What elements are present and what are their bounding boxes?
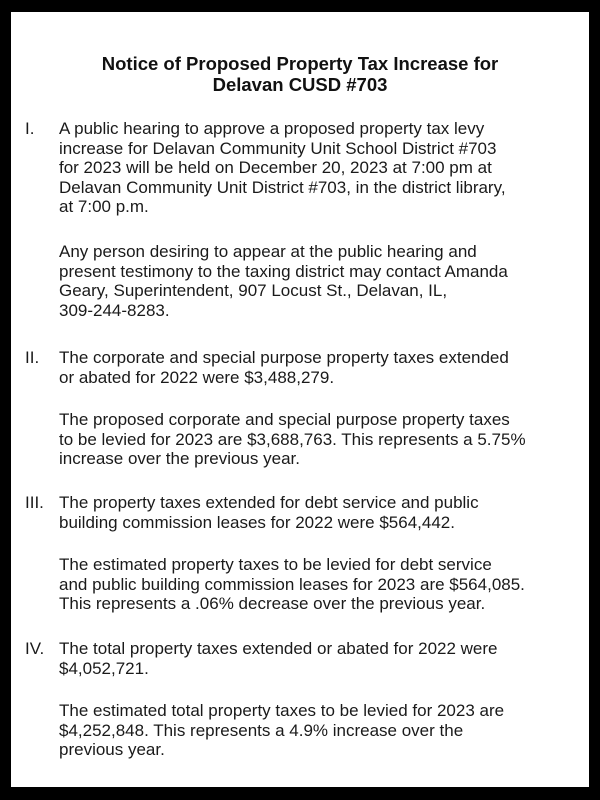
text-line: for 2023 will be held on December 20, 2023 at 7:00 pm at [59,158,492,177]
text-line: or abated for 2022 were $3,488,279. [59,367,335,387]
text-line: The estimated total property taxes to be levied for 2023 are [59,701,505,720]
text-line: building commission leases for 2022 were $564,442. [59,512,455,532]
text-line: A public hearing to approve a proposed property tax levy [59,119,485,138]
text-line: previous year. [59,740,165,759]
text-line: 309-244-8283. [59,300,170,320]
hearing-paragraph [59,119,579,217]
notice-title [11,53,589,95]
proposed-paragraph [59,410,579,469]
section-numeral: III. [25,493,44,512]
text-line: The corporate and special purpose property taxes extended [59,348,509,367]
prior-year-paragraph [59,639,579,678]
estimated-paragraph [59,555,579,614]
contact-paragraph [59,242,579,320]
text-line: and public building commission leases for 2023 are $564,085. [59,574,525,594]
title-line: Notice of Proposed Property Tax Increase for [101,53,499,74]
notice-page [11,12,589,787]
text-line: increase over the previous year. [59,449,300,468]
title-line: Delavan CUSD #703 [212,74,388,95]
text-line: The proposed corporate and special purpose property taxes [59,410,510,429]
text-line: Delavan Community Unit District #703, in the district library, [59,177,506,197]
prior-year-paragraph [59,493,579,532]
text-line: Geary, Superintendent, 907 Locust St., Delavan, IL, [59,281,448,300]
text-line: $4,252,848. This represents a 4.9% increase over the [59,720,464,740]
text-line: Any person desiring to appear at the public hearing and [59,242,477,261]
text-line: This represents a .06% decrease over the previous year. [59,594,486,613]
text-line: $4,052,721. [59,658,149,678]
text-line: The total property taxes extended or abated for 2022 were [59,639,498,658]
section-numeral: II. [25,348,40,367]
section-numeral: I. [25,119,35,138]
section-numeral: IV. [25,639,45,658]
text-line: present testimony to the taxing district may contact Amanda [59,261,508,281]
estimated-paragraph [59,701,579,760]
prior-year-paragraph [59,348,579,387]
text-line: The estimated property taxes to be levied for debt service [59,555,492,574]
text-line: at 7:00 p.m. [59,197,149,216]
text-line: to be levied for 2023 are $3,688,763. This represents a 5.75% [59,429,526,449]
text-line: increase for Delavan Community Unit School District #703 [59,138,497,158]
text-line: The property taxes extended for debt service and public [59,493,479,512]
